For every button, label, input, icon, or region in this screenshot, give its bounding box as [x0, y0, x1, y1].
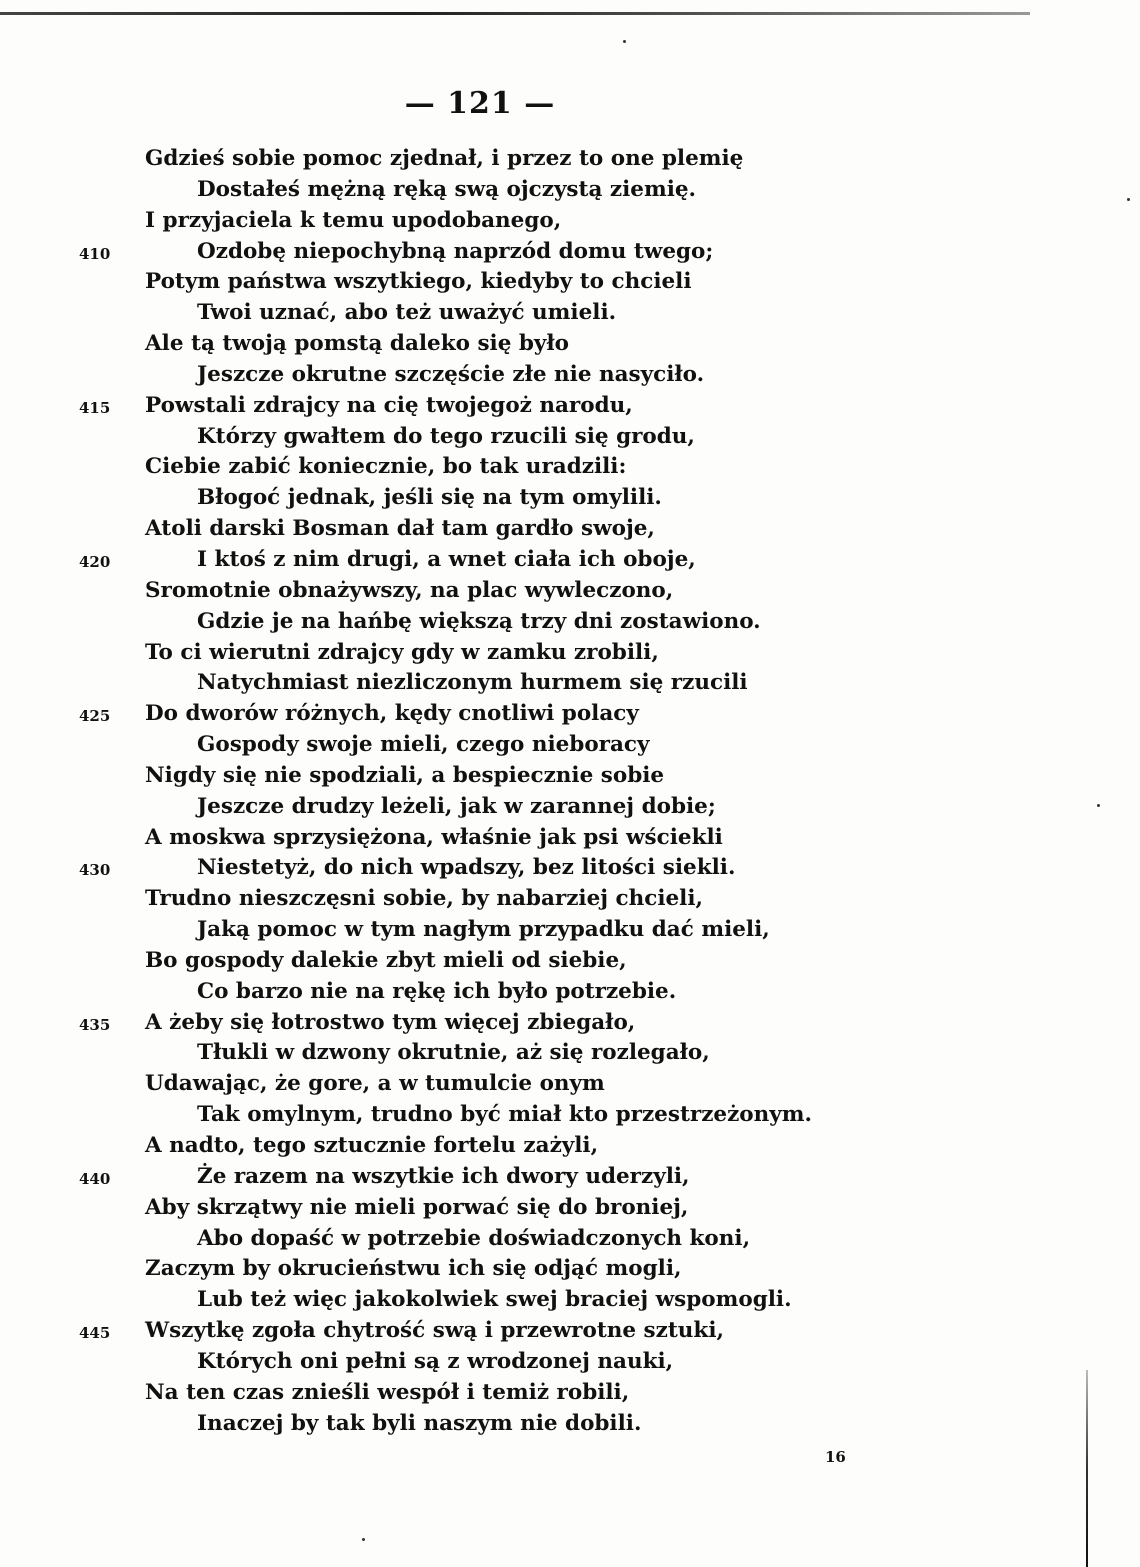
verse-line: [0, 298, 1140, 329]
verse-text: Ciebie zabić koniecznie, bo tak uradzili:: [145, 454, 627, 480]
line-number: 445: [79, 1324, 111, 1343]
verse-line: [0, 360, 1140, 391]
verse-line: [0, 422, 1140, 453]
verse-line: [0, 514, 1140, 545]
line-number: 410: [79, 244, 111, 263]
verse-text: I przyjaciela k temu upodobanego,: [145, 207, 562, 233]
verse-text: Dostałeś mężną ręką swą ojczystą ziemię.: [197, 176, 697, 202]
line-number: 430: [79, 861, 111, 880]
verse-text: Udawając, że gore, a w tumulcie onym: [145, 1071, 605, 1097]
verse-line: [0, 699, 1140, 730]
verse-line: [0, 483, 1140, 514]
verse-line: [0, 977, 1140, 1008]
line-number: 435: [79, 1015, 111, 1034]
printer-signature: 16: [825, 1448, 846, 1466]
verse-line: [0, 1008, 1140, 1039]
verse-line: [0, 884, 1140, 915]
poem-body: [0, 144, 1140, 1439]
verse-line: [0, 792, 1140, 823]
verse-line: [0, 545, 1140, 576]
verse-text: A nadto, tego sztucznie fortelu zażyli,: [145, 1133, 599, 1158]
verse-text: Gdzie je na hańbę większą trzy dni zostawiono.: [197, 608, 761, 634]
verse-line: [0, 915, 1140, 946]
verse-text: Że razem na wszytkie ich dwory uderzyli,: [197, 1163, 690, 1189]
verse-text: Trudno nieszczęsni sobie, by nabarziej chcieli,: [145, 886, 704, 912]
verse-line: [0, 1347, 1140, 1378]
verse-text: Natychmiast niezliczonym hurmem się rzucili: [197, 670, 748, 696]
verse-line: [0, 946, 1140, 977]
verse-text: Jeszcze drudzy leżeli, jak w zarannej dobie;: [197, 793, 716, 819]
verse-line: [0, 853, 1140, 884]
verse-line: [0, 1316, 1140, 1347]
verse-line: [0, 1224, 1140, 1255]
verse-line: [0, 452, 1140, 483]
verse-line: [0, 267, 1140, 298]
verse-line: [0, 1378, 1140, 1409]
verse-line: [0, 1254, 1140, 1285]
verse-text: A moskwa sprzysiężona, właśnie jak psi wściekli: [145, 824, 723, 850]
verse-line: [0, 144, 1140, 175]
scan-speck: [362, 1538, 365, 1541]
verse-line: [0, 391, 1140, 422]
verse-text: To ci wierutni zdrajcy gdy w zamku zrobili,: [145, 639, 659, 665]
verse-text: Tłukli w dzwony okrutnie, aż się rozlegało,: [197, 1040, 710, 1066]
verse-line: [0, 237, 1140, 268]
verse-line: [0, 1100, 1140, 1131]
verse-text: Którzy gwałtem do tego rzucili się grodu,: [197, 423, 695, 449]
verse-text: Powstali zdrajcy na cię twojegoż narodu,: [145, 392, 633, 418]
verse-text: Lub też więc jakokolwiek swej braciej wspomogli.: [197, 1287, 792, 1313]
verse-line: [0, 638, 1140, 669]
verse-text: Aby skrzątwy nie mieli porwać się do broniej,: [145, 1194, 689, 1220]
verse-text: Twoi uznać, abo też uważyć umieli.: [197, 300, 617, 326]
verse-text: Do dworów różnych, kędy cnotliwi polacy: [145, 701, 639, 727]
verse-text: Których oni pełni są z wrodzonej nauki,: [197, 1348, 674, 1374]
verse-line: [0, 1131, 1140, 1162]
verse-line: [0, 823, 1140, 854]
line-number: 420: [79, 552, 111, 571]
verse-text: Niestetyż, do nich wpadszy, bez litości siekli.: [197, 855, 736, 881]
verse-text: Ozdobę niepochybną naprzód domu twego;: [197, 238, 714, 264]
verse-text: Gospody swoje mieli, czego nieboracy: [197, 732, 650, 758]
scan-edge-mark: [1086, 1370, 1088, 1567]
verse-line: [0, 1193, 1140, 1224]
verse-text: I ktoś z nim drugi, a wnet ciała ich oboje,: [197, 546, 696, 572]
verse-text: Abo dopaść w potrzebie doświadczonych koni,: [197, 1225, 751, 1251]
verse-text: Na ten czas znieśli wespół i temiż robili,: [145, 1379, 630, 1405]
verse-line: [0, 206, 1140, 237]
verse-text: Wszytkę zgoła chytrość swą i przewrotne sztuki,: [145, 1318, 724, 1344]
line-number: 415: [79, 398, 111, 417]
verse-text: Inaczej by tak byli naszym nie dobili.: [197, 1410, 642, 1436]
verse-line: [0, 607, 1140, 638]
verse-line: [0, 1069, 1140, 1100]
verse-line: [0, 1162, 1140, 1193]
verse-line: [0, 730, 1140, 761]
verse-line: [0, 668, 1140, 699]
verse-line: [0, 761, 1140, 792]
verse-text: Błogoć jednak, jeśli się na tym omylili.: [197, 485, 662, 511]
line-number: 425: [79, 707, 111, 726]
verse-text: Sromotnie obnażywszy, na plac wywleczono,: [145, 577, 674, 603]
verse-line: [0, 1409, 1140, 1440]
verse-text: Potym państwa wszytkiego, kiedyby to chcieli: [145, 269, 692, 295]
verse-text: Zaczym by okrucieństwu ich się odjąć mogli,: [145, 1256, 682, 1282]
verse-line: [0, 576, 1140, 607]
verse-line: [0, 329, 1140, 360]
verse-text: Gdzieś sobie pomoc zjednał, i przez to one plemię: [145, 146, 744, 171]
verse-text: Co barzo nie na rękę ich było potrzebie.: [197, 978, 677, 1004]
top-rule: [0, 12, 1030, 15]
verse-line: [0, 1038, 1140, 1069]
line-number: 440: [79, 1169, 111, 1188]
verse-line: [0, 175, 1140, 206]
verse-text: Tak omylnym, trudno być miał kto przestrzeżonym.: [197, 1102, 812, 1128]
page-number: — 121 —: [404, 86, 556, 121]
verse-text: A żeby się łotrostwo tym więcej zbiegało,: [145, 1009, 636, 1035]
verse-line: [0, 1285, 1140, 1316]
verse-text: Bo gospody dalekie zbyt mieli od siebie,: [145, 947, 627, 973]
scan-speck: [1127, 198, 1130, 201]
verse-text: Jaką pomoc w tym nagłym przypadku dać mieli,: [197, 917, 770, 943]
verse-text: Ale tą twoją pomstą daleko się było: [145, 331, 570, 357]
verse-text: Nigdy się nie spodziali, a bespiecznie sobie: [145, 762, 665, 788]
verse-text: Atoli darski Bosman dał tam gardło swoje,: [145, 516, 655, 542]
scan-speck: [1097, 804, 1100, 807]
scan-speck: [623, 40, 626, 43]
verse-text: Jeszcze okrutne szczęście złe nie nasyciło.: [197, 361, 705, 387]
